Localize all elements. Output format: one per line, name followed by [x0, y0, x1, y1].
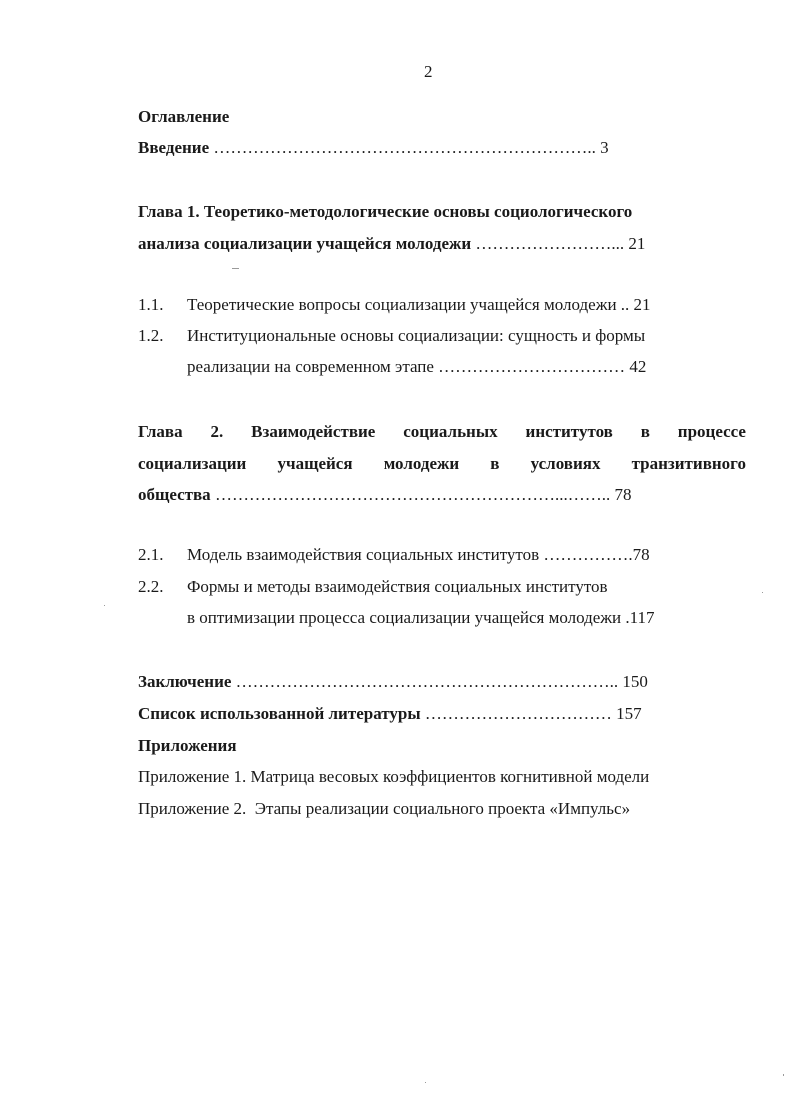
toc-entry-chapter2 [138, 485, 631, 505]
chapter2-title-line1 [138, 422, 746, 442]
toc-entry-chapter1 [138, 234, 645, 254]
chapter2-title-line3: общества [138, 485, 211, 504]
word: 2. [210, 422, 224, 441]
appendix-item: Приложение 1. Матрица весовых коэффициентов когнитивной модели [138, 767, 650, 786]
section-number: 1.2. [138, 326, 164, 345]
chapter1-title-line2: анализа социализации учащейся молодежи [138, 234, 472, 253]
page-number: 2 [424, 62, 433, 81]
word: учащейся [277, 454, 353, 473]
page-ref: 78 [614, 485, 632, 504]
section-number: 1.1. [138, 295, 164, 314]
dot-leader: ……………………... [471, 234, 629, 253]
word: в [640, 422, 650, 441]
word: молодежи [383, 454, 460, 473]
section-number: 2.2. [138, 577, 164, 596]
word: транзитивного [631, 454, 746, 473]
section-2-2-title-line2: в оптимизации процесса социализации учащейся молодежи .117 [187, 608, 655, 627]
section-number: 2.1. [138, 545, 164, 564]
section-2-2-title-line1: Формы и методы взаимодействия социальных институтов [187, 577, 608, 596]
section-1-2-title-line2: реализации на современном этапе …………………………… 42 [187, 357, 647, 376]
scan-speck [762, 592, 763, 593]
entry-title: Введение [138, 138, 210, 157]
appendix-item: Приложение 2. Этапы реализации социального проекта «Импульс» [138, 799, 631, 818]
word: процессе [677, 422, 746, 441]
dot-leader: ………………………………………………………….. [209, 138, 601, 157]
page-ref: 157 [616, 704, 642, 723]
chapter2-title-line2 [138, 454, 746, 474]
dot-leader: ……………………………………………………...…….. [210, 485, 615, 504]
section-2-1-title: Модель взаимодействия социальных институтов …………….78 [187, 545, 650, 564]
toc-entry-conclusion [138, 672, 648, 692]
page-ref: 21 [628, 234, 646, 253]
page-ref: 150 [622, 672, 648, 691]
dot-leader: ………………………………………………………….. [231, 672, 623, 691]
entry-title: Список использованной литературы [138, 704, 421, 723]
section-1-2-title-line1: Институциональные основы социализации: сущность и формы [187, 326, 646, 345]
appendices-heading: Приложения [138, 736, 237, 755]
toc-entry-introduction [138, 138, 609, 158]
dot-leader: …………………………… [420, 704, 617, 723]
scan-speck [783, 1074, 784, 1076]
word: условиях [530, 454, 601, 473]
entry-title: Заключение [138, 672, 232, 691]
chapter1-title-line1: Глава 1. Теоретико-методологические основы социологического [138, 202, 633, 221]
toc-heading: Оглавление [138, 107, 230, 126]
scan-speck [232, 268, 239, 269]
toc-entry-bibliography [138, 704, 642, 724]
word: Взаимодействие [251, 422, 376, 441]
word: социализации [138, 454, 247, 473]
word: Глава [138, 422, 183, 441]
word: в [490, 454, 500, 473]
section-1-1-title: Теоретические вопросы социализации учащейся молодежи .. 21 [187, 295, 651, 314]
word: институтов [525, 422, 613, 441]
page-ref: 3 [600, 138, 609, 157]
scan-speck [425, 1082, 426, 1083]
word: социальных [403, 422, 498, 441]
scan-speck [104, 605, 105, 606]
